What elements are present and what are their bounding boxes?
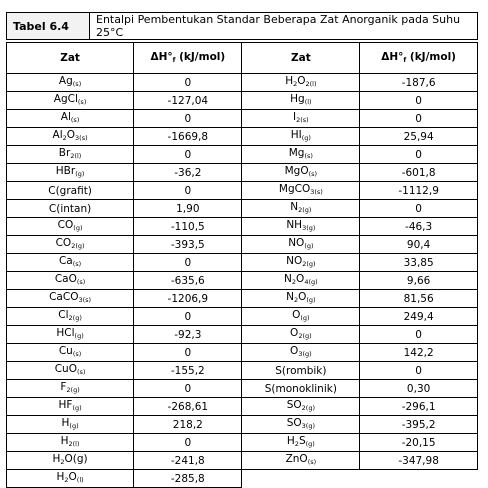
substance-cell: $O_{(g)}$ — [242, 308, 360, 326]
table-row — [7, 92, 478, 110]
substance-cell: $Br_{2(l)}$ — [7, 146, 134, 164]
table-row — [7, 182, 478, 200]
substance-cell: $I_{2(s)}$ — [242, 110, 360, 128]
substance-cell: $H_{(g)}$ — [7, 416, 134, 434]
substance-cell: $O_{3(g)}$ — [242, 344, 360, 362]
enthalpy-value-cell: 25,94 — [360, 128, 478, 146]
table-row — [7, 344, 478, 362]
table-row — [7, 452, 478, 470]
header-zat-left: Zat — [7, 43, 134, 74]
enthalpy-value-cell: 0 — [134, 110, 242, 128]
substance-cell: MgO$_{(s)}$ — [242, 164, 360, 182]
substance-cell: $SO_{3(g)}$ — [242, 416, 360, 434]
enthalpy-value-cell: 249,4 — [360, 308, 478, 326]
enthalpy-value-cell: 0 — [360, 200, 478, 218]
table-title: Entalpi Pembentukan Standar Beberapa Zat Anorganik pada Suhu 25°C — [90, 13, 478, 40]
substance-cell: $HI_{(g)}$ — [242, 128, 360, 146]
enthalpy-value-cell: 0 — [360, 326, 478, 344]
substance-cell: $Hg_{(l)}$ — [242, 92, 360, 110]
table-row — [7, 290, 478, 308]
enthalpy-value-cell: -36,2 — [134, 164, 242, 182]
substance-cell: CaCO$_{3(s)}$ — [7, 290, 134, 308]
substance-cell: S(rombik) — [242, 362, 360, 380]
substance-cell: $Ag_{(s)}$ — [7, 74, 134, 92]
enthalpy-value-cell: 0 — [134, 380, 242, 398]
table-row — [7, 110, 478, 128]
substance-cell: $CO_{(g)}$ — [7, 218, 134, 236]
substance-cell: S(monoklinik) — [242, 380, 360, 398]
enthalpy-value-cell: 0 — [360, 146, 478, 164]
substance-cell: MgCO$_{3(s)}$ — [242, 182, 360, 200]
header-dh-right: $\Delta H^\circ_f$ (kJ/mol) — [360, 43, 478, 74]
substance-cell: $N_2O_{(g)}$ — [242, 290, 360, 308]
table-row — [7, 362, 478, 380]
enthalpy-value-cell: -127,04 — [134, 92, 242, 110]
table-figure — [6, 12, 478, 488]
enthalpy-value-cell: -347,98 — [360, 452, 478, 470]
empty-cell — [242, 470, 360, 488]
substance-cell: $Ca_{(s)}$ — [7, 254, 134, 272]
substance-cell: $Mg_{(s)}$ — [242, 146, 360, 164]
enthalpy-value-cell: -635,6 — [134, 272, 242, 290]
table-row — [7, 164, 478, 182]
enthalpy-value-cell: 0 — [134, 146, 242, 164]
enthalpy-value-cell: 81,56 — [360, 290, 478, 308]
substance-cell: $Al_2O_{3(s)}$ — [7, 128, 134, 146]
enthalpy-value-cell: 0 — [134, 308, 242, 326]
enthalpy-value-cell: 142,2 — [360, 344, 478, 362]
enthalpy-value-cell: 218,2 — [134, 416, 242, 434]
substance-cell: $N_{2(g)}$ — [242, 200, 360, 218]
enthalpy-value-cell: 33,85 — [360, 254, 478, 272]
substance-cell: $Cl_{2(g)}$ — [7, 308, 134, 326]
enthalpy-value-cell: 0 — [134, 344, 242, 362]
enthalpy-value-cell: -155,2 — [134, 362, 242, 380]
header-dh-left: $\Delta H^\circ_f$ (kJ/mol) — [134, 43, 242, 74]
table-row — [7, 470, 478, 488]
table-row — [7, 272, 478, 290]
substance-cell: $Al_{(s)}$ — [7, 110, 134, 128]
enthalpy-value-cell: -187,6 — [360, 74, 478, 92]
substance-cell: C(grafit) — [7, 182, 134, 200]
substance-cell: $SO_{2(g)}$ — [242, 398, 360, 416]
table-row — [7, 254, 478, 272]
substance-cell: $HF_{(g)}$ — [7, 398, 134, 416]
enthalpy-value-cell: -110,5 — [134, 218, 242, 236]
enthalpy-value-cell: -296,1 — [360, 398, 478, 416]
enthalpy-value-cell: 0 — [134, 182, 242, 200]
table-row — [7, 236, 478, 254]
enthalpy-table — [6, 42, 478, 488]
enthalpy-value-cell: -1206,9 — [134, 290, 242, 308]
enthalpy-value-cell: -393,5 — [134, 236, 242, 254]
enthalpy-value-cell: 1,90 — [134, 200, 242, 218]
substance-cell: HBr$_{(g)}$ — [7, 164, 134, 182]
enthalpy-value-cell: -1112,9 — [360, 182, 478, 200]
enthalpy-value-cell: 0,30 — [360, 380, 478, 398]
substance-cell: $CO_{2(g)}$ — [7, 236, 134, 254]
substance-cell: $NH_{3(g)}$ — [242, 218, 360, 236]
substance-cell: $H_{2(l)}$ — [7, 434, 134, 452]
enthalpy-value-cell: -285,8 — [134, 470, 242, 488]
substance-cell: ZnO$_{(s)}$ — [242, 452, 360, 470]
substance-cell: $Cu_{(s)}$ — [7, 344, 134, 362]
table-caption — [6, 12, 478, 40]
enthalpy-value-cell: 0 — [360, 92, 478, 110]
header-row — [7, 43, 478, 74]
table-row — [7, 128, 478, 146]
enthalpy-value-cell: 0 — [360, 362, 478, 380]
substance-cell: $NO_{2(g)}$ — [242, 254, 360, 272]
table-row — [7, 434, 478, 452]
table-row — [7, 380, 478, 398]
table-row — [7, 326, 478, 344]
table-row — [7, 218, 478, 236]
table-row — [7, 74, 478, 92]
enthalpy-value-cell: 0 — [360, 110, 478, 128]
empty-cell — [360, 470, 478, 488]
substance-cell: CaO$_{(s)}$ — [7, 272, 134, 290]
enthalpy-value-cell: -395,2 — [360, 416, 478, 434]
enthalpy-value-cell: -268,61 — [134, 398, 242, 416]
table-row — [7, 200, 478, 218]
enthalpy-value-cell: 9,66 — [360, 272, 478, 290]
enthalpy-value-cell: -601,8 — [360, 164, 478, 182]
enthalpy-value-cell: 90,4 — [360, 236, 478, 254]
substance-cell: $H_2O_{2(l)}$ — [242, 74, 360, 92]
enthalpy-value-cell: 0 — [134, 434, 242, 452]
substance-cell: AgCl$_{(s)}$ — [7, 92, 134, 110]
substance-cell: $H_2O_{(l)}$ — [7, 470, 134, 488]
substance-cell: $H_2O(g)$ — [7, 452, 134, 470]
table-row — [7, 308, 478, 326]
enthalpy-value-cell: -1669,8 — [134, 128, 242, 146]
enthalpy-value-cell: 0 — [134, 74, 242, 92]
table-row — [7, 398, 478, 416]
substance-cell: $NO_{(g)}$ — [242, 236, 360, 254]
substance-cell: $N_2O_{4(g)}$ — [242, 272, 360, 290]
substance-cell: C(intan) — [7, 200, 134, 218]
table-body — [7, 74, 478, 488]
enthalpy-value-cell: -46,3 — [360, 218, 478, 236]
table-row — [7, 416, 478, 434]
substance-cell: CuO$_{(s)}$ — [7, 362, 134, 380]
enthalpy-value-cell: -241,8 — [134, 452, 242, 470]
substance-cell: $O_{2(g)}$ — [242, 326, 360, 344]
table-label: Tabel 6.4 — [7, 13, 90, 40]
substance-cell: $F_{2(g)}$ — [7, 380, 134, 398]
table-row — [7, 146, 478, 164]
header-zat-right: Zat — [242, 43, 360, 74]
substance-cell: $H_2S_{(g)}$ — [242, 434, 360, 452]
enthalpy-value-cell: -92,3 — [134, 326, 242, 344]
enthalpy-value-cell: -20,15 — [360, 434, 478, 452]
substance-cell: HCl$_{(g)}$ — [7, 326, 134, 344]
enthalpy-value-cell: 0 — [134, 254, 242, 272]
